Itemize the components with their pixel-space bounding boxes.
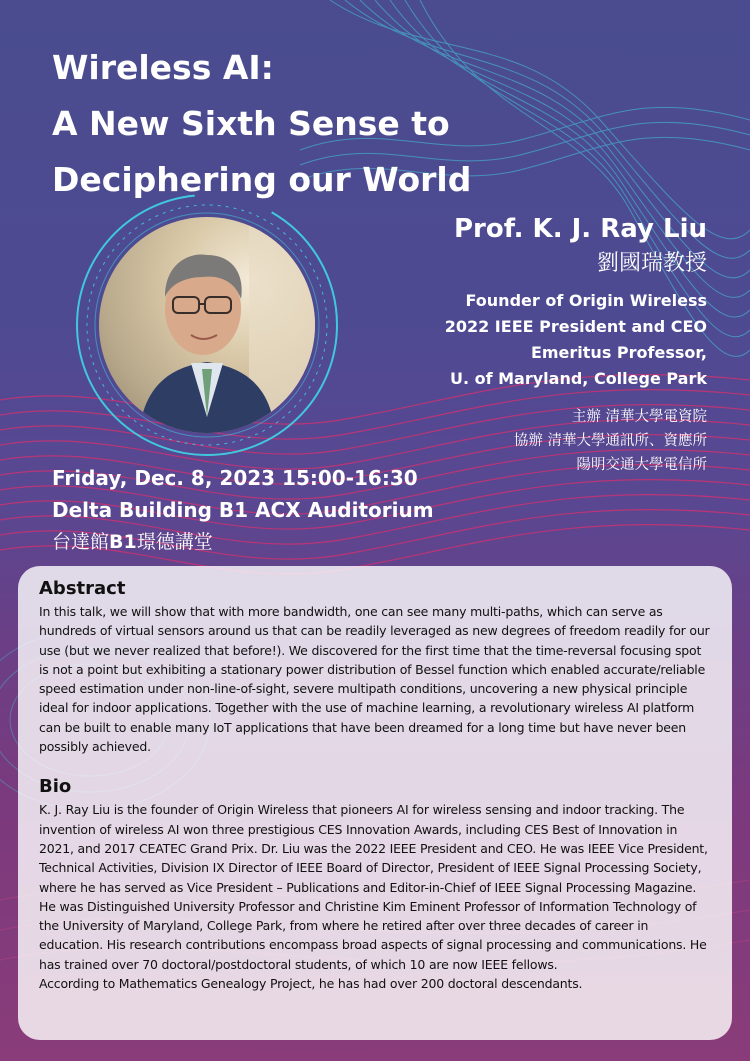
speaker-photo — [99, 217, 315, 433]
title-line-3: Deciphering our World — [52, 160, 472, 199]
bio-heading: Bio — [39, 776, 72, 798]
title-line-2: A New Sixth Sense to — [52, 104, 450, 143]
speaker-silhouette — [99, 217, 315, 433]
event-details — [52, 462, 434, 558]
event-venue: Delta Building B1 ACX Auditorium — [52, 498, 434, 522]
speaker-name: Prof. K. J. Ray Liu — [454, 214, 707, 244]
poster-title — [52, 40, 612, 208]
event-date-time: Friday, Dec. 8, 2023 15:00-16:30 — [52, 466, 418, 490]
speaker-name-chinese: 劉國瑞教授 — [596, 251, 707, 276]
speaker-portrait-frame — [72, 190, 342, 460]
venue-cn-prefix: 台達館 — [52, 531, 110, 553]
event-venue-chinese — [52, 526, 434, 558]
title-line-1: Wireless AI: — [52, 48, 274, 87]
bio-text-last: According to Mathematics Genealogy Project, he has had over 200 doctoral descendants. — [39, 976, 583, 992]
speaker-role: Emeritus Professor, — [530, 343, 707, 362]
speaker-info — [445, 212, 707, 392]
co-organizer-2: 陽明交通大學電信所 — [576, 457, 707, 473]
speaker-role: 2022 IEEE President and CEO — [444, 317, 707, 336]
abstract-text: In this talk, we will show that with more bandwidth, one can see many multi-paths, which can serve as hundreds of virtual sensors around us that can be readily leveraged as new degrees of freedom readily for our use (but we never realized that before!). We discovered for the first time that the time-reversal focusing spot is not a point but exhibiting a stationary power distribution of Bessel function which enabled accurate/reliable speed estimation under non-line-of-sight, severe multipath conditions, uncovering a new physical principle ideal for indoor applications. Together with the use of machine learning, a revolutionary wireless AI platform can be built to enable many IoT applications that have been dreamed for a long time but have never been possibly achieved. — [39, 604, 710, 755]
venue-cn-suffix: 璟德講堂 — [136, 531, 213, 553]
co-organizer: 協辦 清華大學通訊所、資應所 — [513, 433, 707, 449]
speaker-role: Founder of Origin Wireless — [465, 291, 707, 310]
abstract-heading: Abstract — [39, 578, 126, 599]
speaker-role: U. of Maryland, College Park — [449, 369, 707, 388]
host-organizer: 主辦 清華大學電資院 — [571, 409, 707, 425]
organizers — [514, 405, 707, 477]
bio-text: K. J. Ray Liu is the founder of Origin Wireless that pioneers AI for wireless sensing and indoor tracking. The invention of wireless AI won three prestigious CES Innovation Awards, including CES Best of Innovation in 2021, and 2017 CEATEC Grand Prix. Dr. Liu was the 2022 IEEE President and CEO. He was IEEE Vice President, Technical Activities, Division IX Director of IEEE Board of Director, President of IEEE Signal Processing Society, where he has served as Vice President – Publications and Editor-in-Chief of IEEE Signal Processing Magazine. He was Distinguished University Professor and Christine Kim Eminent Professor of Information Technology of the University of Maryland, College Park, from where he retired after over three decades of career in education. His research contributions encompass broad aspects of signal processing and communications. He has trained over 70 doctoral/postdoctoral students, of which 10 are now IEEE fellows. — [39, 802, 708, 972]
content-card — [18, 566, 732, 1040]
venue-cn-floor: B1 — [109, 531, 137, 553]
